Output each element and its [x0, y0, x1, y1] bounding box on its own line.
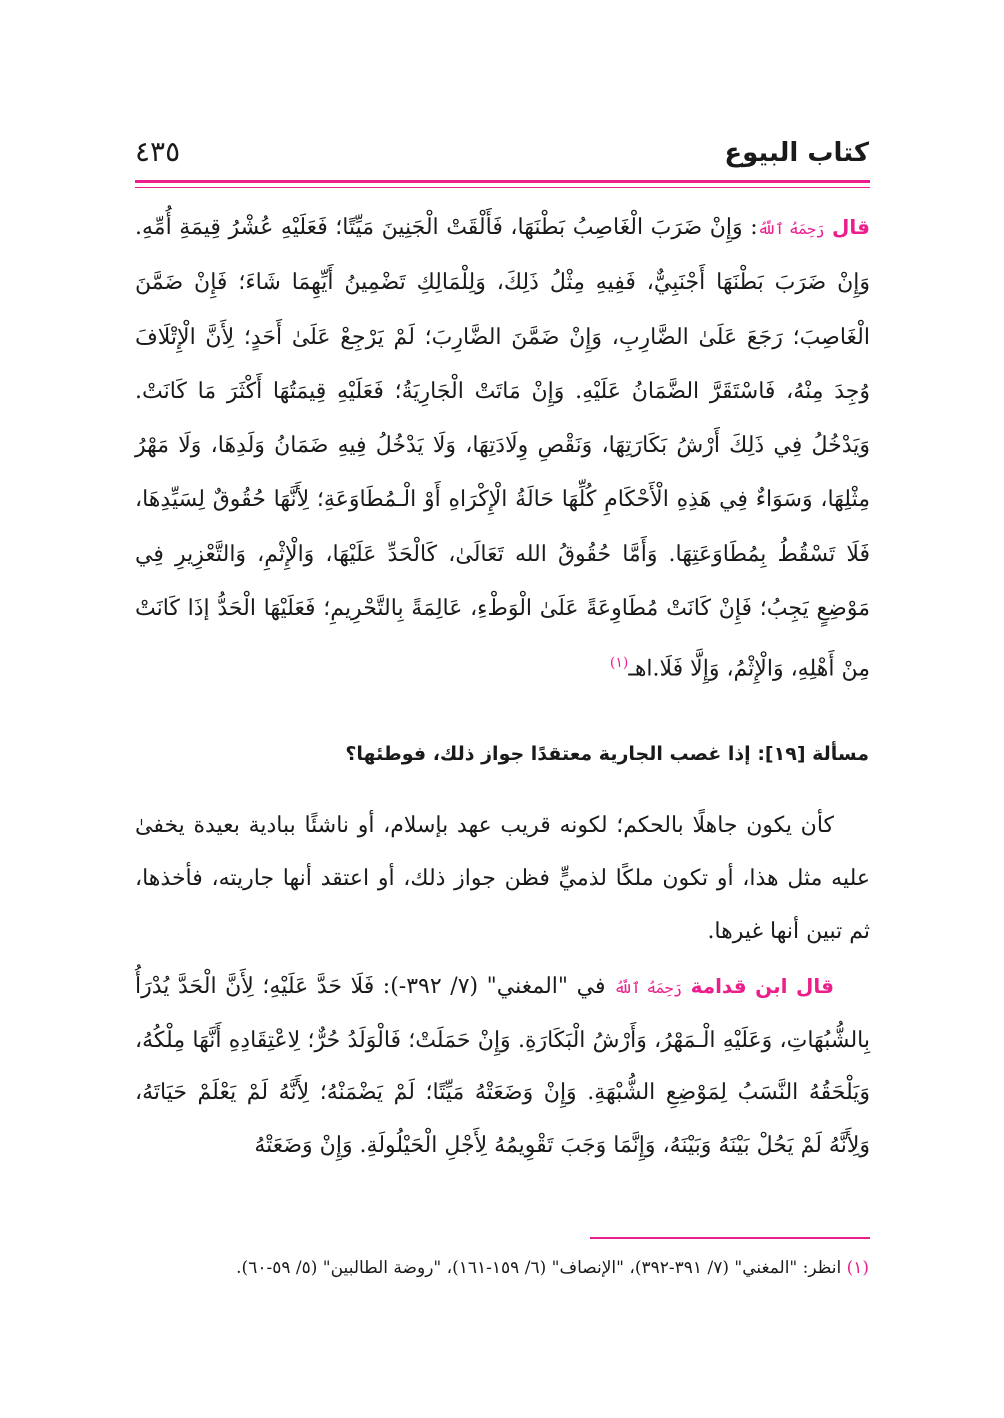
footnote-text: انظر: "المغني" (٧/ ٣٩١-٣٩٢)، "الإنصاف" (٦/ ١٥٩-١٦١)، "روضة الطالبين" (٥/ ٥٩-٦٠). [236, 1258, 847, 1278]
footnote-separator [590, 1237, 870, 1239]
footnote-number: (١) [846, 1258, 869, 1278]
footnote-reference: (١) [609, 655, 629, 672]
quote-paragraph-1 [135, 200, 870, 697]
header-rule-thin [135, 187, 870, 188]
page-number: ٤٣٥ [135, 135, 181, 168]
quote-paragraph-2 [135, 960, 870, 1172]
quote-text: في "المغني" (٧/ ٣٩٢-): فَلَا حَدَّ عَلَيْهِ؛ لِأَنَّ الْحَدَّ يُدْرَأُ بِالشُّبُهَاتِ، وَعَلَيْهِ الْـمَهْرُ، وَأَرْشُ الْبَكَارَةِ. وَإِنْ حَمَلَتْ؛ فَالْوَلَدُ حُرٌّ؛ لِاعْتِقَادِهِ أَنَّهَا مِلْكُهُ، وَيَلْحَقُهُ النَّسَبُ لِمَوْضِعِ الشُّبْهَةِ. وَإِنْ وَضَعَتْهُ مَيِّتًا؛ لَمْ يَضْمَنْهُ؛ لِأَنَّهُ لَمْ يَعْلَمْ حَيَاتَهُ، وَلِأَنَّهُ لَمْ يَحُلْ بَيْنَهُ وَبَيْنَهُ، وَإِنَّمَا وَجَبَ تَقْوِيمُهُ لِأَجْلِ الْحَيْلُولَةِ. وَإِنْ وَضَعَتْهُ [135, 974, 870, 1158]
quote-text: : وَإِنْ ضَرَبَ الْغَاصِبُ بَطْنَهَا، فَأَلْقَتْ الْجَنِينَ مَيِّتًا؛ فَعَلَيْهِ عُشْرُ قِيمَةِ أُمِّهِ. وَإِنْ ضَرَبَ بَطْنَهَا أَجْنَبِيٌّ، فَفِيهِ مِثْلُ ذَلِكَ، وَلِلْمَالِكِ تَضْمِينُ أَيِّهِمَا شَاءَ؛ فَإِنْ ضَمَّنَ الْغَاصِبَ؛ رَجَعَ عَلَىٰ الضَّارِبِ، وَإِنْ ضَمَّنَ الضَّارِبَ؛ لَمْ يَرْجِعْ عَلَىٰ أَحَدٍ؛ لِأَنَّ الْإِتْلَافَ وُجِدَ مِنْهُ، فَاسْتَقَرَّ الضَّمَانُ عَلَيْهِ. وَإِنْ مَاتَتْ الْجَارِيَةُ؛ فَعَلَيْهِ قِيمَتُهَا أَكْثَرَ مَا كَانَتْ. وَيَدْخُلُ فِي ذَلِكَ أَرْشُ بَكَارَتِهَا، وَنَقْصِ وِلَادَتِهَا، وَلَا يَدْخُلُ فِيهِ ضَمَانُ وَلَدِهَا، وَلَا مَهْرُ مِثْلِهَا، وَسَوَاءٌ فِي هَذِهِ الْأَحْكَامِ كُلِّهَا حَالَةُ الْإِكْرَاهِ أَوْ الْـمُطَاوَعَةِ؛ لِأَنَّهَا حُقُوقٌ لِسَيِّدِهَا، فَلَا تَسْقُطُ بِمُطَاوَعَتِهَا. وَأَمَّا حُقُوقُ الله تَعَالَىٰ، كَالْحَدِّ عَلَيْهَا، وَالْإِثْمِ، وَالتَّعْزِيرِ فِي مَوْضِعٍ يَجِبُ؛ فَإِنْ كَانَتْ مُطَاوِعَةً عَلَىٰ الْوَطْءِ، عَالِمَةً بِالتَّحْرِيمِ؛ فَعَلَيْهَا الْحَدُّ إذَا كَانَتْ مِنْ أَهْلِهِ، وَالْإِثْمُ، وَإِلَّا فَلَا.اهـ [135, 215, 870, 682]
issue-heading: مسألة [١٩]: إذا غصب الجارية معتقدًا جواز ذلك، فوطئها؟ [345, 743, 869, 765]
header-rule-thick [135, 180, 870, 183]
speaker-label: قال ابن قدامة [690, 974, 835, 998]
honorific-glyph: رَحِمَهُ ٱللَّهُ [757, 220, 825, 238]
running-header-title: كتاب البيوع [724, 138, 869, 168]
footnote [134, 1258, 869, 1278]
honorific-glyph: رَحِمَهُ ٱللَّهُ [614, 979, 682, 997]
speaker-label: قال [832, 215, 870, 239]
explanation-paragraph: كأن يكون جاهلًا بالحكم؛ لكونه قريب عهد بإسلام، أو ناشئًا ببادية بعيدة يخفىٰ عليه مثل هذا، أو تكون ملكًا لذميٍّ فظن جواز ذلك، أو اعتقد أنها جاريته، فأخذها، ثم تبين أنها غيرها. [135, 813, 870, 944]
